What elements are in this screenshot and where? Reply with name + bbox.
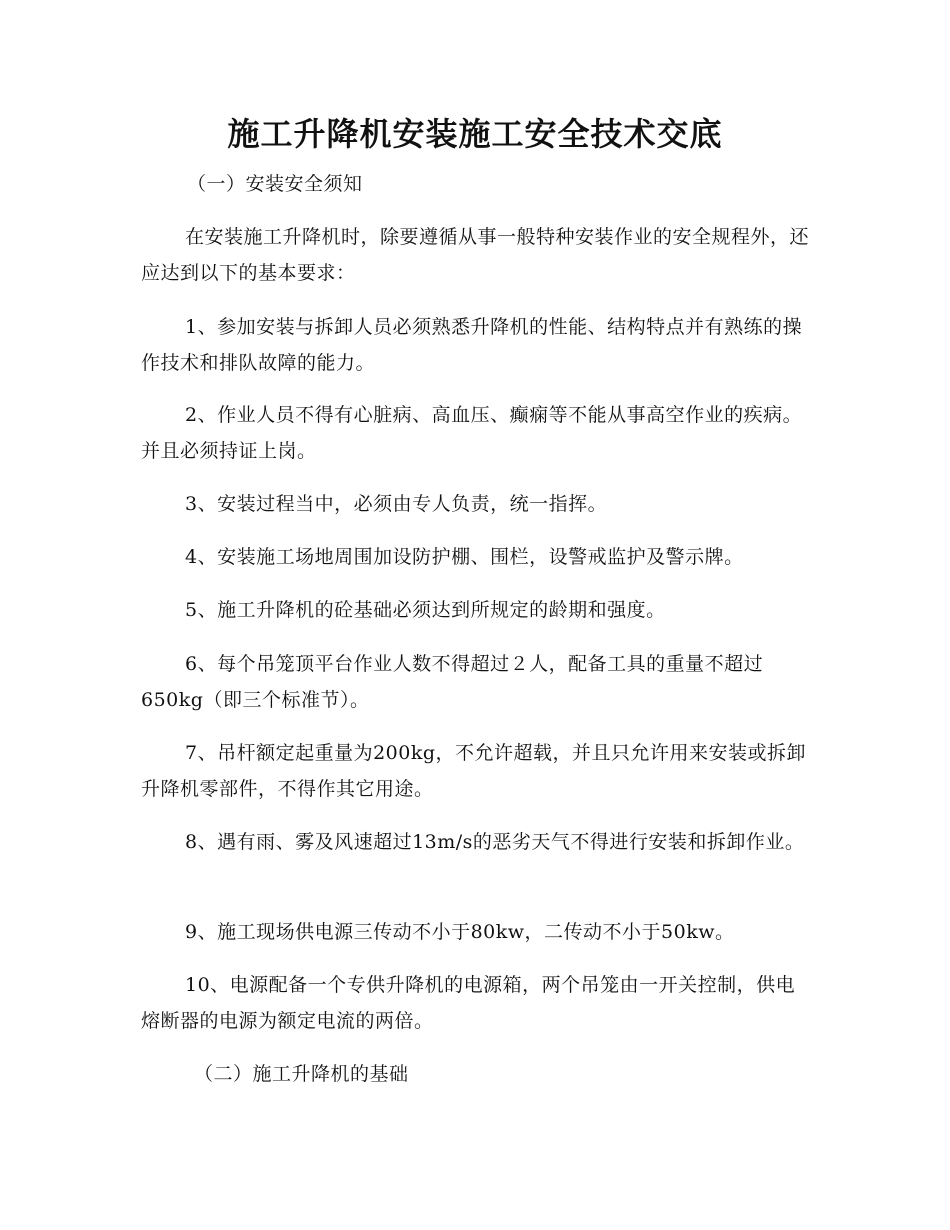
requirement-item-9: 9、施工现场供电源三传动不小于80kw，二传动不小于50kw。: [185, 921, 735, 943]
intro-paragraph: 在安装施工升降机时，除要遵循从事一般特种安装作业的安全规程外，还应达到以下的基本要求：: [141, 226, 810, 284]
requirement-item-4: 4、安装施工场地周围加设防护棚、围栏，设警戒监护及警示牌。: [185, 546, 744, 568]
section-heading-foundation: （二）施工升降机的基础: [194, 1063, 409, 1085]
requirement-item-8: 8、遇有雨、雾及风速超过13m/s的恶劣天气不得进行安装和拆卸作业。: [185, 831, 805, 853]
requirement-item-7: 7、吊杆额定起重量为200kg，不允许超载，并且只允许用来安装或拆卸升降机零部件，不得作其它用途。: [141, 742, 807, 800]
document-title: 施工升降机安装施工安全技术交底: [227, 115, 723, 153]
section-heading-safety-notice: （一）安装安全须知: [187, 173, 363, 195]
requirement-item-3: 3、安装过程当中，必须由专人负责，统一指挥。: [185, 493, 608, 515]
requirement-item-1: 1、参加安装与拆卸人员必须熟悉升降机的性能、结构特点并有熟练的操作技术和排队故障的能力。: [141, 316, 803, 374]
requirement-item-6: 6、每个吊笼顶平台作业人数不得超过２人，配备工具的重量不超过650kg（即三个标准节）。: [141, 653, 764, 711]
requirement-item-5: 5、施工升降机的砼基础必须达到所规定的龄期和强度。: [185, 599, 666, 621]
requirement-item-2: 2、作业人员不得有心脏病、高血压、癫痫等不能从事高空作业的疾病。并且必须持证上岗。: [141, 404, 803, 462]
requirement-item-10: 10、电源配备一个专供升降机的电源箱，两个吊笼由一开关控制，供电熔断器的电源为额定电流的两倍。: [141, 974, 796, 1032]
